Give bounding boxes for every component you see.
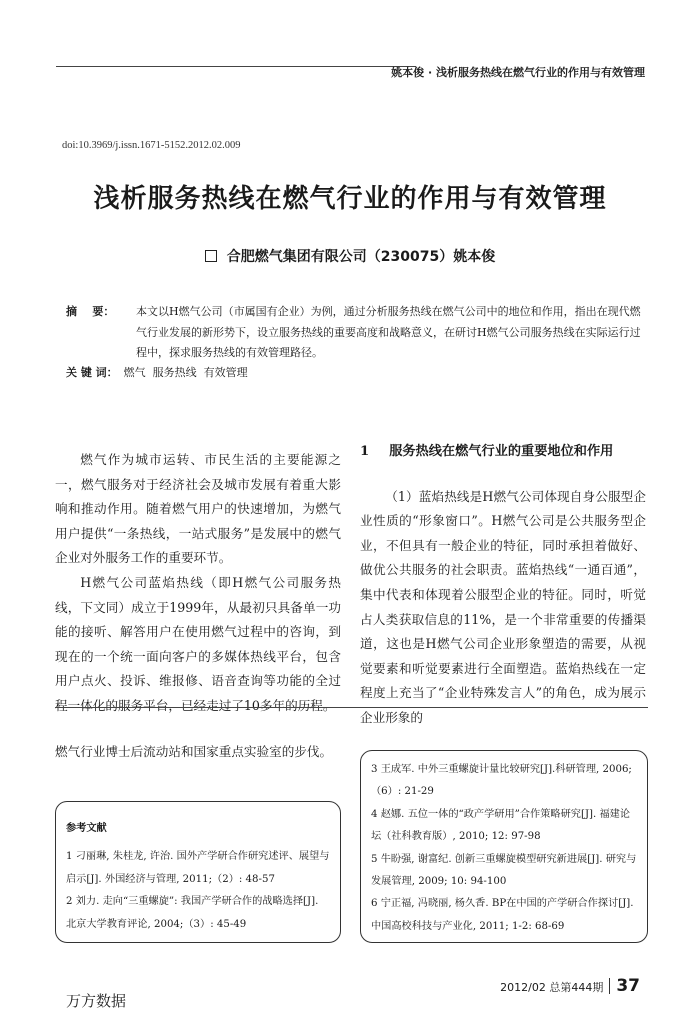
abstract-label: 摘 要： bbox=[66, 305, 115, 318]
reference-item: 6 宁正福, 冯晓丽, 杨久香. BP在中国的产学研合作探讨[J]. 中国高校科技与产业化, 2011; 1-2: 68-69 bbox=[371, 898, 634, 932]
body-left-column bbox=[55, 448, 341, 719]
doi[interactable]: doi:10.3969/j.issn.1671-5152.2012.02.009 bbox=[62, 140, 241, 151]
continuation-text bbox=[55, 740, 341, 765]
page-number: 37 bbox=[616, 976, 640, 996]
body-paragraph: （1）蓝焰热线是H燃气公司体现自身公服型企业性质的“形象窗口”。H燃气公司是公共服务型企业，不但具有一般企业的特征，同时承担着做好、做优公共服务的社会职责。蓝焰热线“一通百通”，集中代表和体现着公服型企业的特征。同时，听觉占人类获取信息的11%，是一个非常重要的传播渠道，这也是H燃气公司企业形象塑造的需要，从视觉要素和听觉要素进行全面塑造。蓝焰热线在一定程度上充当了“企业特殊发言人”的角色，成为展示企业形象的 bbox=[360, 488, 646, 725]
section-divider bbox=[55, 707, 648, 708]
watermark: 万方数据 bbox=[66, 992, 127, 1010]
section-title: 服务热线在燃气行业的重要地位和作用 bbox=[389, 444, 614, 459]
footer-divider bbox=[609, 978, 610, 994]
references-box-left bbox=[55, 801, 341, 943]
references-title: 参考文献 bbox=[66, 823, 107, 834]
abstract bbox=[66, 302, 646, 364]
keywords-text: 燃气 服务热线 有效管理 bbox=[123, 366, 248, 379]
body-right-column bbox=[360, 440, 646, 731]
references-box-right bbox=[360, 750, 648, 943]
page-footer bbox=[500, 976, 640, 996]
reference-item: 2 刘力. 走向“三重螺旋”: 我国产学研合作的战略选择[J]. 北京大学教育评论, 2004;（3）: 45-49 bbox=[66, 896, 319, 930]
page-title: 浅析服务热线在燃气行业的作用与有效管理 bbox=[93, 184, 607, 214]
keywords-label: 关 键 词： bbox=[66, 366, 118, 379]
keywords bbox=[66, 364, 248, 380]
running-title: 姚本俊 · 浅析服务热线在燃气行业的作用与有效管理 bbox=[391, 66, 645, 79]
abstract-text: 本文以H燃气公司（市属国有企业）为例，通过分析服务热线在燃气公司中的地位和作用，指出在现代燃气行业发展的新形势下，设立服务热线的重要高度和战略意义，在研讨H燃气公司服务热线在实际运行过程中，探求服务热线的有效管理路径。 bbox=[136, 305, 641, 359]
issue-text: 2012/02 总第444期 bbox=[500, 981, 604, 994]
reference-item: 5 牛盼强, 谢富纪. 创新三重螺旋模型研究新进展[J]. 研究与发展管理, 2009; 10: 94-100 bbox=[371, 853, 637, 888]
header-rule bbox=[56, 66, 416, 67]
section-number: 1 bbox=[360, 444, 370, 459]
body-paragraph: H燃气公司蓝焰热线（即H燃气公司服务热线，下文同）成立于1999年，从最初只具备单一功能的接听、解答用户在使用燃气过程中的咨询，到现在的一个统一面向客户的多媒体热线平台，包含用户点火、投诉、维报修、语音查询等功能的全过程一体化的服务平台，已经走过了10多年的历程。 bbox=[55, 574, 341, 713]
reference-item: 3 王成军. 中外三重螺旋计量比较研究[J].科研管理, 2006;（6）: 21-29 bbox=[371, 764, 632, 798]
body-paragraph: 燃气作为城市运转、市民生活的主要能源之一，燃气服务对于经济社会及城市发展有着重大影响和推动作用。随着燃气用户的快速增加，为燃气用户提供“一条热线，一站式服务”是发展中的燃气企业对外服务工作的重要环节。 bbox=[55, 452, 341, 566]
body-paragraph: 燃气行业博士后流动站和国家重点实验室的步伐。 bbox=[55, 744, 333, 759]
author-text: 合肥燃气集团有限公司（230075）姚本俊 bbox=[226, 249, 496, 265]
section-heading bbox=[360, 440, 646, 465]
square-icon bbox=[205, 250, 217, 262]
reference-item: 1 刁丽琳, 朱桂龙, 许治. 国外产学研合作研究述评、展望与启示[J]. 外国经济与管理, 2011;（2）: 48-57 bbox=[66, 851, 330, 885]
author-line bbox=[0, 246, 700, 266]
reference-item: 4 赵娜. 五位一体的“政产学研用”合作策略研究[J]. 福建论坛（社科教育版）, 2010; 12: 97-98 bbox=[371, 808, 631, 843]
